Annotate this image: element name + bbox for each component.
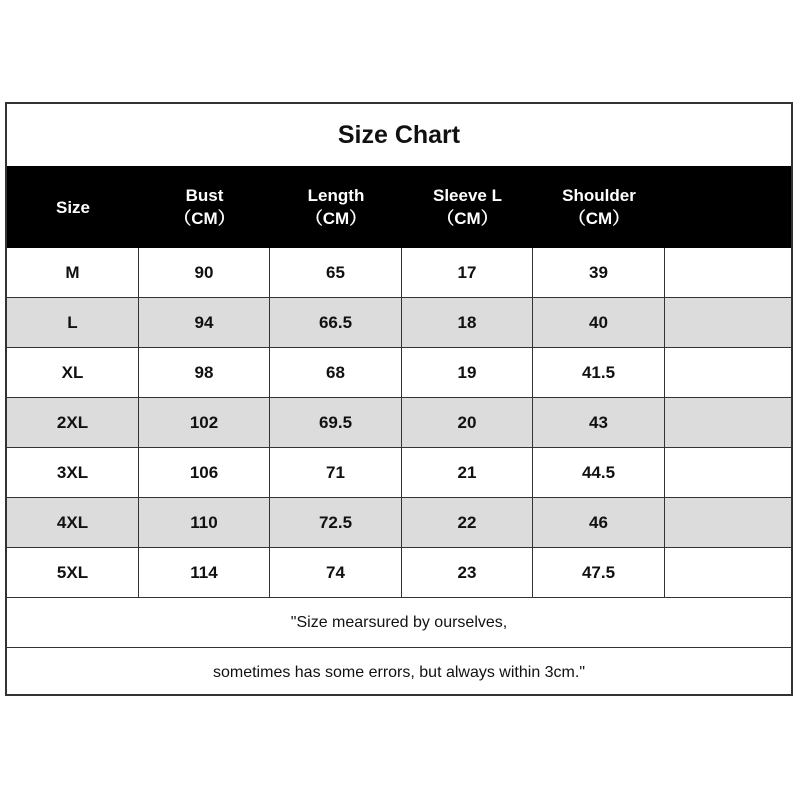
length-cell: 71 <box>270 448 402 497</box>
table-row <box>7 248 791 298</box>
sleeve-cell: 22 <box>402 498 533 547</box>
empty-cell <box>665 298 791 347</box>
header-bust-label: Bust <box>185 186 224 205</box>
empty-cell <box>665 548 791 597</box>
header-shoulder-unit: （CM） <box>568 209 630 228</box>
header-shoulder <box>533 166 665 248</box>
length-cell: 72.5 <box>270 498 402 547</box>
header-bust-unit: （CM） <box>174 209 235 228</box>
table-row <box>7 548 791 598</box>
size-cell: L <box>7 298 139 347</box>
size-cell: 4XL <box>7 498 139 547</box>
shoulder-cell: 39 <box>533 248 665 297</box>
sleeve-cell: 23 <box>402 548 533 597</box>
measurement-note-line-2: sometimes has some errors, but always within 3cm." <box>212 664 586 681</box>
length-cell: 69.5 <box>270 398 402 447</box>
header-length-unit: （CM） <box>305 209 367 228</box>
table-header-row <box>7 166 791 248</box>
length-cell: 65 <box>270 248 402 297</box>
table-body <box>7 248 791 698</box>
empty-cell <box>665 248 791 297</box>
empty-cell <box>665 448 791 497</box>
shoulder-cell: 41.5 <box>533 348 665 397</box>
bust-cell: 98 <box>139 348 270 397</box>
bust-cell: 110 <box>139 498 270 547</box>
empty-cell <box>665 348 791 397</box>
table-row <box>7 348 791 398</box>
sleeve-cell: 18 <box>402 298 533 347</box>
empty-cell <box>665 498 791 547</box>
header-sleeve <box>402 166 533 248</box>
header-sleeve-label: Sleeve L <box>433 186 502 205</box>
length-cell: 74 <box>270 548 402 597</box>
bust-cell: 114 <box>139 548 270 597</box>
size-cell: 2XL <box>7 398 139 447</box>
shoulder-cell: 40 <box>533 298 665 347</box>
size-cell: 3XL <box>7 448 139 497</box>
table-row <box>7 298 791 348</box>
size-cell: M <box>7 248 139 297</box>
size-chart-table <box>5 102 793 696</box>
measurement-note-line-1: "Size mearsured by ourselves, <box>7 598 791 648</box>
header-size <box>7 166 139 248</box>
header-length <box>270 166 402 248</box>
table-row <box>7 498 791 548</box>
sleeve-cell: 17 <box>402 248 533 297</box>
length-cell: 68 <box>270 348 402 397</box>
bust-cell: 106 <box>139 448 270 497</box>
size-cell: 5XL <box>7 548 139 597</box>
header-shoulder-label: Shoulder <box>562 186 636 205</box>
shoulder-cell: 44.5 <box>533 448 665 497</box>
header-bust <box>139 166 270 248</box>
bust-cell: 90 <box>139 248 270 297</box>
sleeve-cell: 20 <box>402 398 533 447</box>
header-size-label: Size <box>55 197 91 217</box>
header-empty <box>665 166 791 248</box>
header-sleeve-unit: （CM） <box>437 209 498 228</box>
size-cell: XL <box>7 348 139 397</box>
bust-cell: 94 <box>139 298 270 347</box>
empty-cell <box>665 398 791 447</box>
sleeve-cell: 21 <box>402 448 533 497</box>
chart-title: Size Chart <box>337 120 461 149</box>
shoulder-cell: 46 <box>533 498 665 547</box>
table-row <box>7 448 791 498</box>
shoulder-cell: 47.5 <box>533 548 665 597</box>
shoulder-cell: 43 <box>533 398 665 447</box>
length-cell: 66.5 <box>270 298 402 347</box>
header-length-label: Length <box>307 186 365 205</box>
table-row <box>7 398 791 448</box>
sleeve-cell: 19 <box>402 348 533 397</box>
bust-cell: 102 <box>139 398 270 447</box>
